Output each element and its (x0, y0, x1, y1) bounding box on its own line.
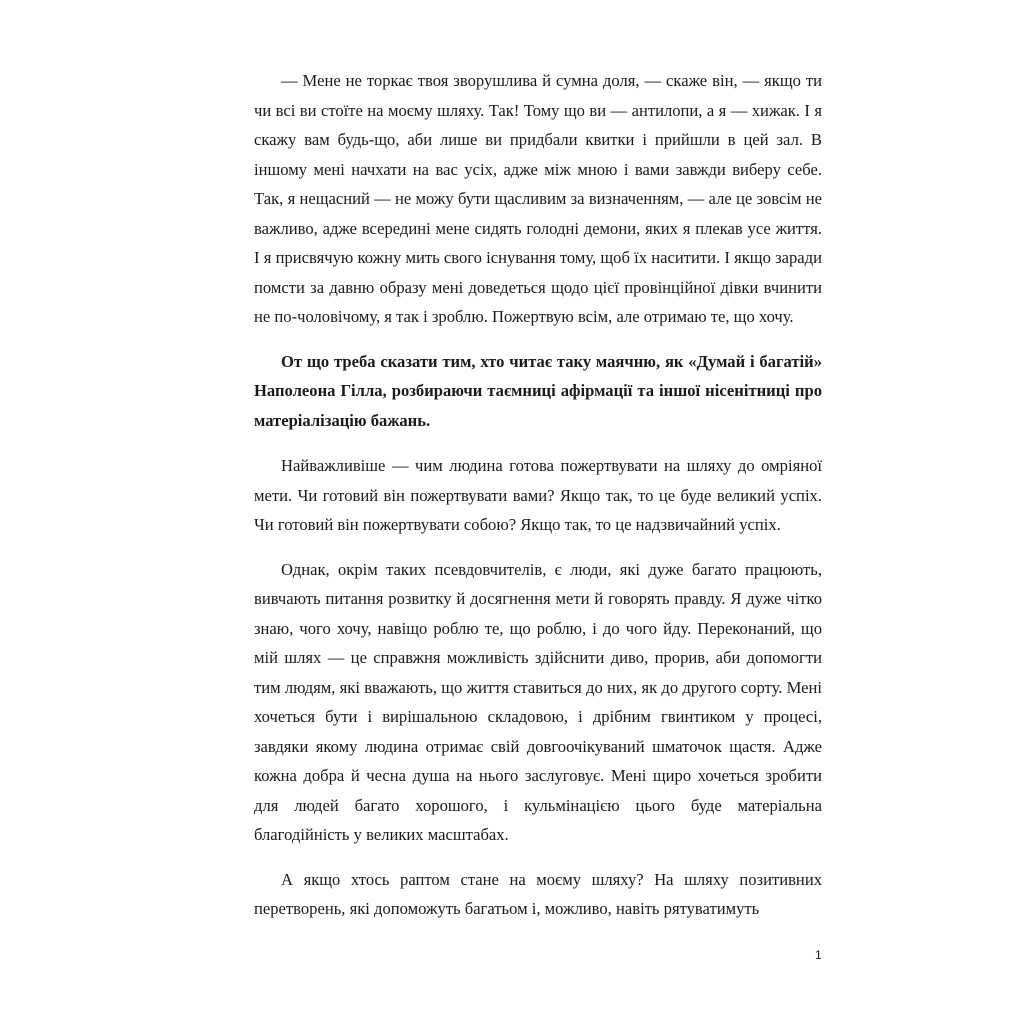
document-page (254, 66, 822, 939)
paragraph-sacrifice: Найважливіше — чим людина готова пожертвувати на шляху до омріяної мети. Чи готовий він пожертвувати вами? Якщо так, то це буде великий успіх. Чи готовий він пожертвувати собою? Якщо так, то це надзвичайний успіх. (254, 456, 822, 534)
paragraph-bold-statement: От що треба сказати тим, хто читає таку маячню, як «Думай і багатій» Наполеона Гілла, розбираючи таємниці афірмації та іншої нісенітниці про матеріалізацію бажань. (254, 351, 822, 430)
paragraph-pseudo-teachers: Однак, окрім таких псевдовчителів, є люди, які дуже багато працюють, вивчають питання розвитку й досягнення мети й говорять правду. Я дуже чітко знаю, чого хочу, навіщо роблю те, що роблю, і до чого йду. Переконаний, що мій шлях — це справжня можливість здійснити диво, прорив, аби допомогти тим людям, які вважають, що життя ставиться до них, як до другого сорту. Мені хочеться бути і вирішальною складовою, і дрібним гвинтиком у процесі, завдяки якому людина отримає свій довгоочікуваний шматочок щастя. Адже кожна добра й чесна душа на нього заслуговує. Мені щиро хочеться зробити для людей багато хорошого, і кульмінацією цього буде матеріальна благодійність у великих масштабах. (254, 559, 822, 844)
page-number: 1 (815, 948, 822, 962)
paragraph-quote: — Мене не торкає твоя зворушлива й сумна доля, — скаже він, — якщо ти чи всі ви стоїте на моєму шляху. Так! Тому що ви — антилопи, а я — хижак. І я скажу вам будь-що, аби лише ви придбали квитки і прийшли в цей зал. В іншому мені начхати на вас усіх, адже між мною і вами завжди виберу себе. Так, я нещасний — не можу бути щасливим за визначенням, — але це зовсім не важливо, адже всередині мене сидять голодні демони, яких я плекав усе життя. І я присвячую кожну мить свого існування тому, щоб їх наситити. І якщо заради помсти за давню образу мені доведеться щодо цієї провінційної дівки вчинити не по-чоловічому, я так і зроблю. Пожертвую всім, але отримаю те, що хочу. (254, 71, 822, 326)
paragraph-my-path: А якщо хтось раптом стане на моєму шляху? На шляху позитивних перетворень, які допоможуть багатьом і, можливо, навіть рятуватимуть (254, 869, 822, 918)
